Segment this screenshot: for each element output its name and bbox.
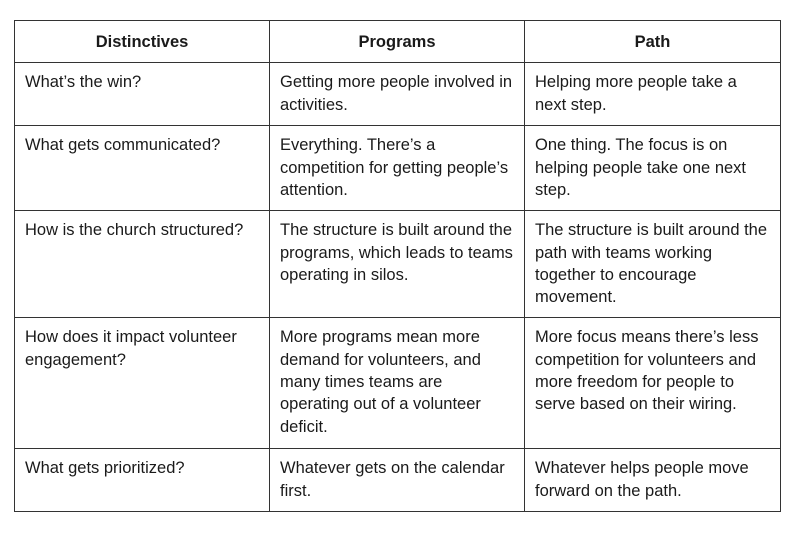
table-row (15, 126, 781, 211)
cell-programs: More programs mean more demand for volunteers, and many times teams are operating out of a volunteer deficit. (270, 318, 525, 449)
cell-path: Helping more people take a next step. (525, 63, 781, 126)
header-distinctives: Distinctives (15, 21, 270, 63)
cell-distinctive: What gets communicated? (15, 126, 270, 211)
cell-distinctive: How does it impact volunteer engagement? (15, 318, 270, 449)
comparison-table (14, 20, 781, 512)
cell-distinctive: What’s the win? (15, 63, 270, 126)
header-path: Path (525, 21, 781, 63)
cell-programs: The structure is built around the programs, which leads to teams operating in silos. (270, 211, 525, 318)
cell-path: The structure is built around the path with teams working together to encourage movement. (525, 211, 781, 318)
table-row (15, 318, 781, 449)
table-row (15, 211, 781, 318)
cell-distinctive: What gets prioritized? (15, 449, 270, 512)
cell-distinctive: How is the church structured? (15, 211, 270, 318)
header-row (15, 21, 781, 63)
cell-programs: Everything. There’s a competition for getting people’s attention. (270, 126, 525, 211)
header-programs: Programs (270, 21, 525, 63)
cell-path: Whatever helps people move forward on the path. (525, 449, 781, 512)
cell-programs: Whatever gets on the calendar first. (270, 449, 525, 512)
cell-path: One thing. The focus is on helping people take one next step. (525, 126, 781, 211)
table-row (15, 63, 781, 126)
table-row (15, 449, 781, 512)
cell-path: More focus means there’s less competition for volunteers and more freedom for people to serve based on their wiring. (525, 318, 781, 449)
cell-programs: Getting more people involved in activities. (270, 63, 525, 126)
